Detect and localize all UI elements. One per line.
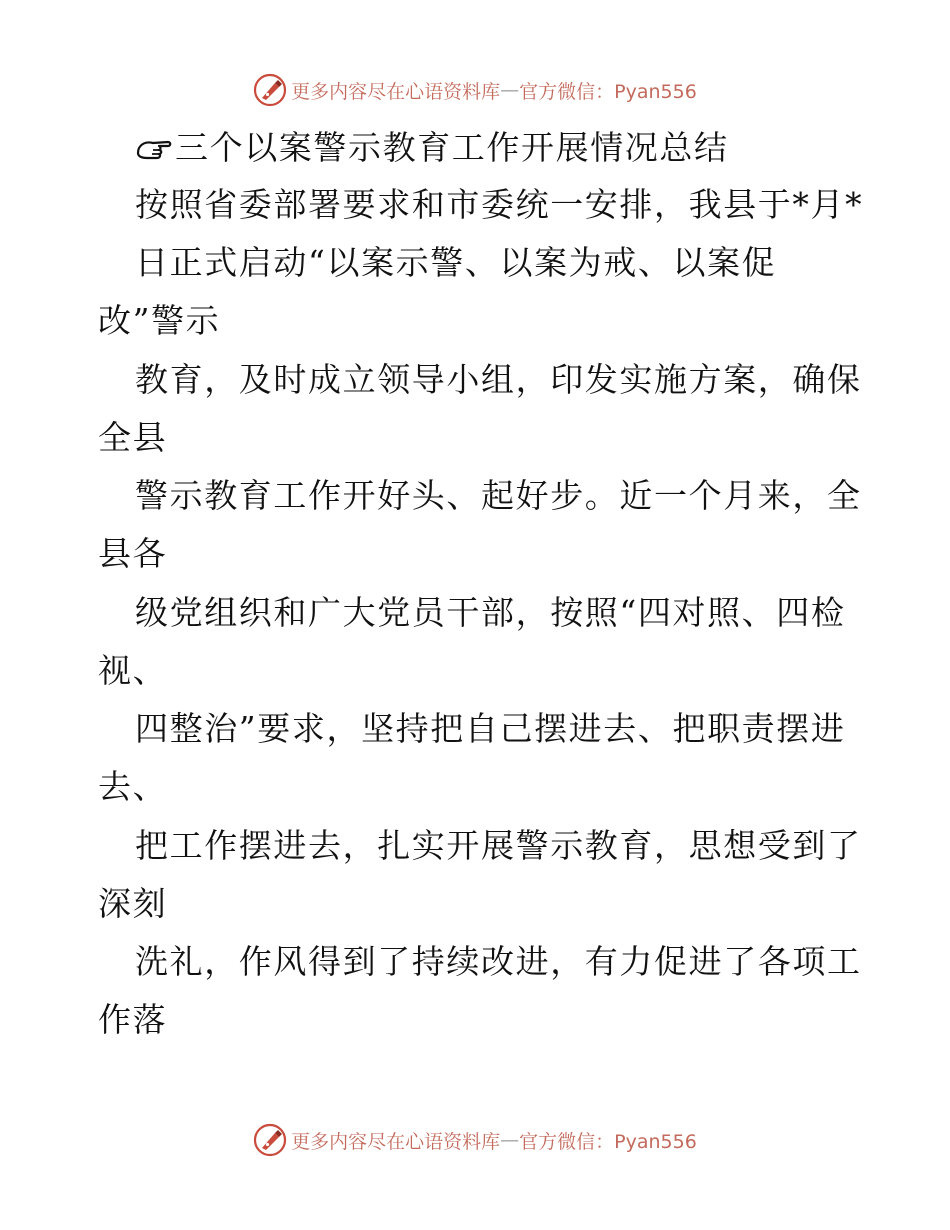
banner-text: 更多内容尽在心语资料库 <box>291 80 501 103</box>
paragraph-line: 全县 <box>98 418 168 457</box>
paragraph-line: 级党组织和广大党员干部，按照“四对照、四检 <box>135 593 846 632</box>
hand-pointing-icon <box>135 133 175 163</box>
paragraph-line: 作落 <box>98 1000 168 1039</box>
banner-wechat: 官方微信：Pyan556 <box>519 1130 697 1153</box>
pen-nib-logo-icon <box>253 1123 287 1157</box>
paragraph-line: 警示教育工作开好头、起好步。近一个月来，全 <box>135 476 862 515</box>
paragraph-line: 洗礼，作风得到了持续改进，有力促进了各项工 <box>135 942 862 981</box>
paragraph-line: 深刻 <box>98 884 168 923</box>
paragraph-line: 去、 <box>98 767 168 806</box>
footer-banner <box>0 1122 950 1158</box>
paragraph-line: 县各 <box>98 534 168 573</box>
paragraph-line: 四整治”要求，坚持把自己摆进去、把职责摆进 <box>135 709 846 748</box>
banner-separator: — <box>500 1129 520 1151</box>
paragraph-line: 日正式启动“以案示警、以案为戒、以案促 <box>135 243 777 282</box>
paragraph-line: 改”警示 <box>98 301 221 340</box>
banner-wechat: 官方微信：Pyan556 <box>519 80 697 103</box>
paragraph-line: 按照省委部署要求和市委统一安排，我县于*月* <box>135 185 864 224</box>
paragraph-line: 视、 <box>98 651 168 690</box>
pen-nib-logo-icon <box>253 73 287 107</box>
document-title: 三个以案警示教育工作开展情况总结 <box>175 128 729 167</box>
header-banner <box>0 72 950 108</box>
paragraph-line: 把工作摆进去，扎实开展警示教育，思想受到了 <box>135 826 862 865</box>
banner-separator: — <box>500 79 520 101</box>
document-title-row <box>135 128 729 168</box>
paragraph-line: 教育，及时成立领导小组，印发实施方案，确保 <box>135 360 862 399</box>
banner-text: 更多内容尽在心语资料库 <box>291 1130 501 1153</box>
